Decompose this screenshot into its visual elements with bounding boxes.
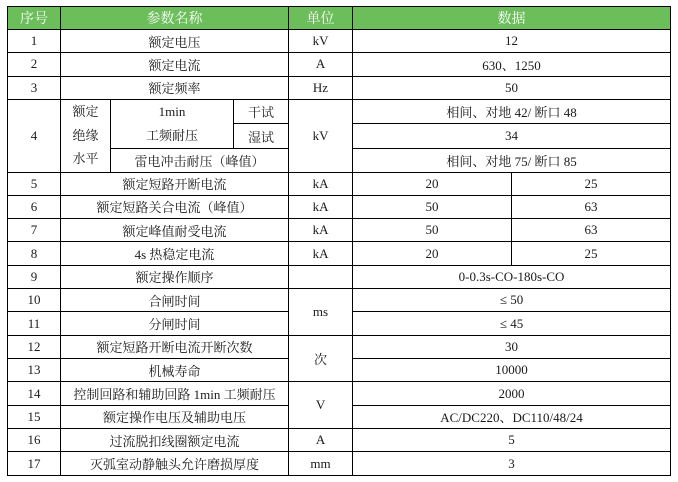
table-row-insulation-dry bbox=[8, 99, 671, 124]
table-row bbox=[8, 429, 671, 452]
param-name: 灭弧室动静触头允许磨损厚度 bbox=[61, 452, 289, 476]
table-row bbox=[8, 30, 671, 53]
row-num: 4 bbox=[8, 99, 61, 172]
row-num: 10 bbox=[8, 289, 61, 312]
data-value-right: 25 bbox=[512, 242, 671, 265]
param-lightning-impulse: 雷电冲击耐压（峰值） bbox=[111, 148, 289, 172]
table-row bbox=[8, 172, 671, 195]
row-num: 6 bbox=[8, 195, 61, 218]
unit-value: kA bbox=[289, 195, 353, 218]
group-line: 绝缘 bbox=[72, 127, 99, 143]
data-value: ≤ 45 bbox=[353, 312, 671, 335]
table-row bbox=[8, 242, 671, 265]
data-value: ≤ 50 bbox=[353, 289, 671, 312]
unit-value: mm bbox=[289, 452, 353, 476]
unit-value: A bbox=[289, 429, 353, 452]
table-row bbox=[8, 452, 671, 476]
row-num: 17 bbox=[8, 452, 61, 476]
param-name: 额定电压 bbox=[61, 30, 289, 53]
data-value: 5 bbox=[353, 429, 671, 452]
param-name: 额定电流 bbox=[61, 53, 289, 76]
data-value: 50 bbox=[353, 76, 671, 99]
unit-value: kA bbox=[289, 242, 353, 265]
spec-table bbox=[7, 6, 671, 476]
data-value: 30 bbox=[353, 335, 671, 358]
data-value: 2000 bbox=[353, 382, 671, 405]
row-num: 2 bbox=[8, 53, 61, 76]
param-name: 额定短路开断电流 bbox=[61, 172, 289, 195]
data-value-left: 20 bbox=[353, 242, 512, 265]
param-name: 额定短路开断电流开断次数 bbox=[61, 335, 289, 358]
col-header-param: 参数名称 bbox=[61, 7, 289, 30]
data-value: 10000 bbox=[353, 359, 671, 382]
row-num: 8 bbox=[8, 242, 61, 265]
param-name: 控制回路和辅助回路 1min 工频耐压 bbox=[61, 382, 289, 405]
data-value: 相间、对地 75/ 断口 85 bbox=[353, 148, 671, 172]
data-value: 0-0.3s-CO-180s-CO bbox=[353, 265, 671, 288]
data-value-left: 50 bbox=[353, 195, 512, 218]
row-num: 5 bbox=[8, 172, 61, 195]
param-name: 额定频率 bbox=[61, 76, 289, 99]
data-value: 34 bbox=[353, 124, 671, 149]
row-num: 14 bbox=[8, 382, 61, 405]
col-header-unit: 单位 bbox=[289, 7, 353, 30]
data-value: 相间、对地 42/ 断口 48 bbox=[353, 99, 671, 124]
table-row bbox=[8, 335, 671, 358]
table-row bbox=[8, 219, 671, 242]
data-value: 3 bbox=[353, 452, 671, 476]
data-value: 630、1250 bbox=[353, 53, 671, 76]
row-num: 3 bbox=[8, 76, 61, 99]
data-value-left: 20 bbox=[353, 172, 512, 195]
row-num: 13 bbox=[8, 359, 61, 382]
row-num: 16 bbox=[8, 429, 61, 452]
row-num: 11 bbox=[8, 312, 61, 335]
param-name: 额定操作电压及辅助电压 bbox=[61, 405, 289, 428]
param-power-frequency-withstand bbox=[111, 99, 234, 148]
row-num: 15 bbox=[8, 405, 61, 428]
header-row bbox=[8, 7, 671, 30]
param-name: 过流脱扣线圈额定电流 bbox=[61, 429, 289, 452]
data-value: 12 bbox=[353, 30, 671, 53]
data-value-right: 63 bbox=[512, 219, 671, 242]
unit-value: kA bbox=[289, 172, 353, 195]
col-header-data: 数据 bbox=[353, 7, 671, 30]
data-value: AC/DC220、DC110/48/24 bbox=[353, 405, 671, 428]
unit-value: kA bbox=[289, 219, 353, 242]
freq-line: 工频耐压 bbox=[145, 127, 198, 143]
table-row bbox=[8, 195, 671, 218]
row-num: 12 bbox=[8, 335, 61, 358]
col-header-seq: 序号 bbox=[8, 7, 61, 30]
param-name: 4s 热稳定电流 bbox=[61, 242, 289, 265]
data-value-right: 25 bbox=[512, 172, 671, 195]
unit-value: 次 bbox=[289, 335, 353, 382]
unit-value: kV bbox=[289, 30, 353, 53]
unit-value-empty bbox=[289, 265, 353, 288]
param-name: 合闸时间 bbox=[61, 289, 289, 312]
table-row bbox=[8, 76, 671, 99]
data-value-left: 50 bbox=[353, 219, 512, 242]
data-value-right: 63 bbox=[512, 195, 671, 218]
unit-value: ms bbox=[289, 289, 353, 336]
unit-value: kV bbox=[289, 99, 353, 172]
param-wet-test: 湿试 bbox=[234, 124, 289, 149]
table-row bbox=[8, 53, 671, 76]
unit-value: A bbox=[289, 53, 353, 76]
freq-line: 1min bbox=[158, 104, 186, 120]
table-row bbox=[8, 382, 671, 405]
param-name: 机械寿命 bbox=[61, 359, 289, 382]
group-line: 水平 bbox=[72, 151, 99, 167]
param-name: 额定峰值耐受电流 bbox=[61, 219, 289, 242]
group-line: 额定 bbox=[72, 104, 99, 120]
param-name: 额定短路关合电流（峰值） bbox=[61, 195, 289, 218]
param-name: 分闸时间 bbox=[61, 312, 289, 335]
row-num: 9 bbox=[8, 265, 61, 288]
table-row bbox=[8, 289, 671, 312]
unit-value: V bbox=[289, 382, 353, 429]
param-name: 额定操作顺序 bbox=[61, 265, 289, 288]
param-dry-test: 干试 bbox=[234, 99, 289, 124]
row-num: 1 bbox=[8, 30, 61, 53]
row-num: 7 bbox=[8, 219, 61, 242]
param-group-insulation-level bbox=[61, 99, 111, 172]
unit-value: Hz bbox=[289, 76, 353, 99]
table-row bbox=[8, 265, 671, 288]
